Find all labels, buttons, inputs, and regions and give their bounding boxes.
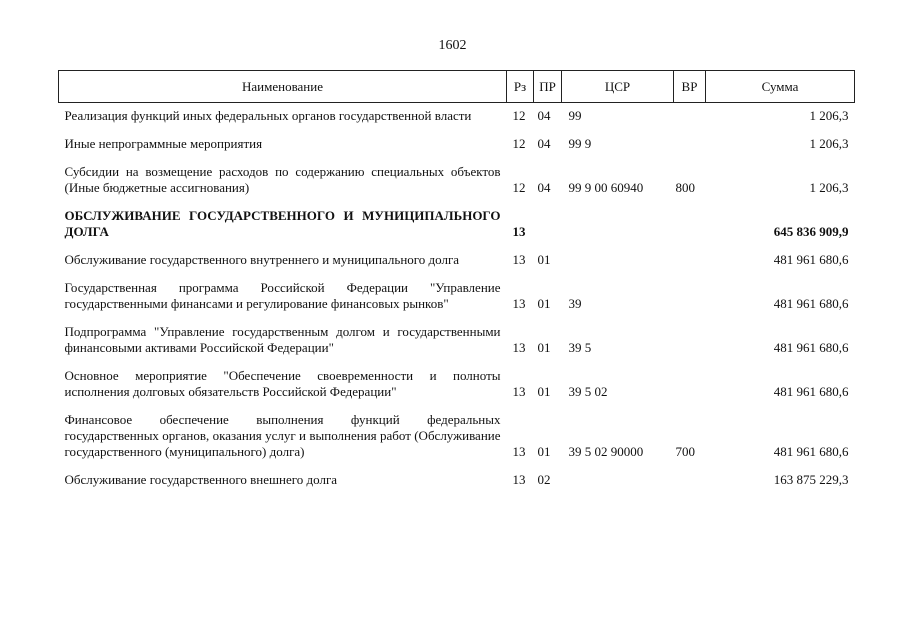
row-csr: 39 5 02 90000: [568, 444, 644, 459]
header-row: [59, 71, 855, 103]
header-sum: Сумма: [706, 71, 855, 103]
row-csr: [562, 472, 674, 488]
row-csr: [562, 252, 674, 268]
row-rz: 12: [512, 108, 526, 123]
header-csr: ЦСР: [562, 71, 674, 103]
table-row-section: [59, 208, 855, 240]
table-row: [59, 472, 855, 488]
row-pr: 01: [537, 296, 551, 311]
row-pr: 01: [537, 444, 551, 459]
row-sum: 1 206,3: [809, 136, 849, 151]
row-vr: [674, 208, 706, 240]
row-name: Основное мероприятие "Обеспечение своевременности и полноты исполнения долговых обязательств Российской Федерации": [64, 368, 501, 399]
row-name: Обслуживание государственного внешнего долга: [64, 472, 338, 487]
table-row: [59, 164, 855, 196]
row-rz: 13: [512, 444, 526, 459]
table-row: [59, 324, 855, 356]
table-row: [59, 368, 855, 400]
row-rz: 13: [512, 252, 526, 267]
row-rz: 13: [512, 340, 526, 355]
row-name: Финансовое обеспечение выполнения функций федеральных государственных органов, оказания услуг и выполнения работ (Обслуживание государственного (муниципального) долга): [64, 412, 501, 459]
row-name: Иные непрограммные мероприятия: [64, 136, 263, 151]
row-rz: 13: [512, 296, 526, 311]
table-row: [59, 136, 855, 152]
row-rz: 13: [512, 472, 526, 487]
row-pr: 01: [537, 340, 551, 355]
row-name: Обслуживание государственного внутреннего и муниципального долга: [64, 252, 460, 267]
row-csr: 99: [568, 108, 582, 123]
row-sum: 481 961 680,6: [773, 444, 849, 459]
row-csr: 39 5: [568, 340, 592, 355]
row-vr: [674, 136, 706, 152]
header-rz: Рз: [507, 71, 534, 103]
row-sum: 645 836 909,9: [773, 224, 849, 239]
row-vr: 800: [675, 180, 695, 195]
row-csr: [562, 208, 674, 240]
table-header: [59, 71, 855, 103]
table-row: [59, 252, 855, 268]
row-vr: [674, 368, 706, 400]
row-name: Подпрограмма "Управление государственным долгом и государственными финансовыми активами Российской Федерации": [64, 324, 501, 355]
row-csr: 39 5 02: [568, 384, 608, 399]
row-sum: 481 961 680,6: [773, 340, 849, 355]
table-row: [59, 280, 855, 312]
row-csr: 99 9: [568, 136, 592, 151]
row-pr: 01: [537, 384, 551, 399]
table-row: [59, 108, 855, 124]
row-pr: 02: [537, 472, 551, 487]
row-pr: 01: [537, 252, 551, 267]
row-name: ОБСЛУЖИВАНИЕ ГОСУДАРСТВЕННОГО И МУНИЦИПАЛЬНОГО ДОЛГА: [64, 208, 501, 239]
row-vr: [674, 252, 706, 268]
row-sum: 1 206,3: [809, 180, 849, 195]
row-name: Государственная программа Российской Федерации "Управление государственными финансами и регулирование финансовых рынков": [64, 280, 501, 311]
row-sum: 163 875 229,3: [773, 472, 849, 487]
row-sum: 481 961 680,6: [773, 384, 849, 399]
row-pr: 04: [537, 108, 551, 123]
row-pr: 04: [537, 180, 551, 195]
row-vr: [674, 280, 706, 312]
budget-table: [58, 70, 855, 488]
row-rz: 13: [512, 384, 526, 399]
row-sum: 1 206,3: [809, 108, 849, 123]
row-vr: [674, 472, 706, 488]
table-row: [59, 412, 855, 460]
row-sum: 481 961 680,6: [773, 252, 849, 267]
row-rz: 12: [512, 180, 526, 195]
row-vr: [674, 108, 706, 124]
table-body: [59, 103, 855, 489]
header-pr: ПР: [534, 71, 562, 103]
page-number: 1602: [438, 38, 467, 53]
row-vr: [674, 324, 706, 356]
row-csr: 99 9 00 60940: [568, 180, 644, 195]
row-vr: 700: [675, 444, 695, 459]
row-pr: [534, 208, 562, 240]
header-name: Наименование: [59, 71, 507, 103]
row-rz: 12: [512, 136, 526, 151]
header-vr: ВР: [674, 71, 706, 103]
row-pr: 04: [537, 136, 551, 151]
row-csr: 39: [568, 296, 582, 311]
row-name: Субсидии на возмещение расходов по содержанию специальных объектов (Иные бюджетные ассигнования): [64, 164, 501, 195]
row-rz: 13: [512, 224, 526, 239]
row-sum: 481 961 680,6: [773, 296, 849, 311]
row-name: Реализация функций иных федеральных органов государственной власти: [64, 108, 472, 123]
